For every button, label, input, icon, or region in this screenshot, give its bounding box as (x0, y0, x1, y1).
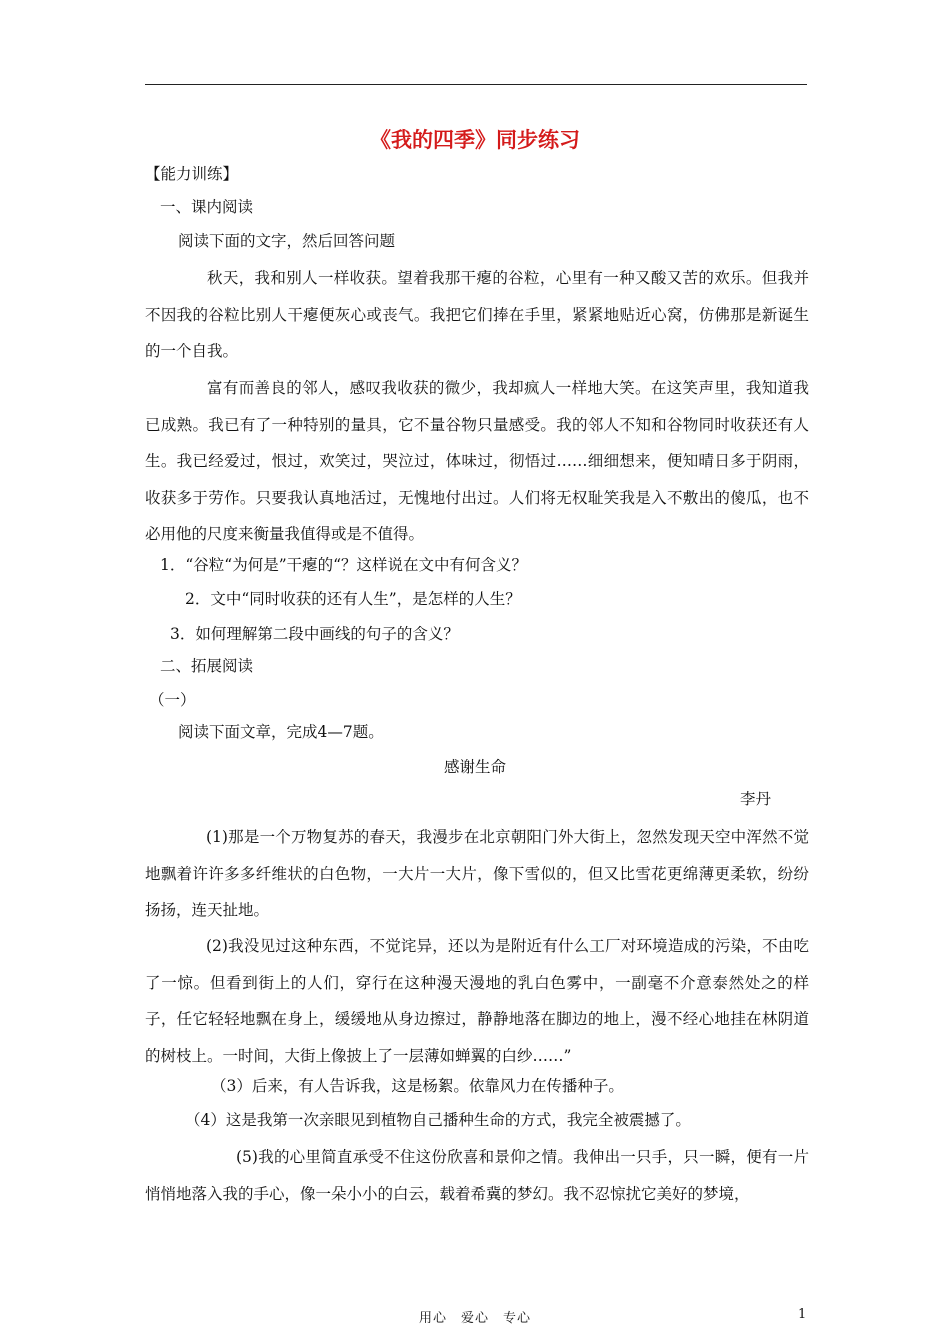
article-paragraph-3: （3）后来，有人告诉我，这是杨絮。依靠风力在传播种子。 (211, 1077, 624, 1095)
part1-heading: 一、课内阅读 (160, 198, 254, 216)
part2-instruction: 阅读下面文章，完成4—7题。 (178, 723, 384, 741)
part1-paragraph-2: 富有而善良的邻人，感叹我收获的微少，我却疯人一样地大笑。在这笑声里，我知道我已成熟。我已有了一种特别的量具，它不量谷物只量感受。我的邻人不知和谷物同时收获还有人生。我已经爱过，恨过，欢笑过，哭泣过，体味过，彻悟过……细细想来，便知晴日多于阴雨，收获多于劳作。只要我认真地活过，无愧地付出过。人们将无权耻笑我是入不敷出的傻瓜，也不必用他的尺度来衡量我值得或是不值得。 (145, 379, 809, 543)
question-2: 2．文中“同时收获的还有人生”，是怎样的人生？ (185, 590, 521, 608)
article-paragraph-1: (1)那是一个万物复苏的春天，我漫步在北京朝阳门外大街上，忽然发现天空中浑然不觉地飘着许许多多纤维状的白色物，一大片一大片，像下雪似的，但又比雪花更绵薄更柔软，纷纷扬扬，连天扯地。 (145, 828, 809, 919)
part2-heading: 二、拓展阅读 (160, 657, 254, 675)
part2-subheading: （一） (149, 691, 196, 709)
document-title: 《我的四季》同步练习 (370, 128, 580, 152)
part1-instruction: 阅读下面的文字，然后回答问题 (178, 232, 396, 250)
page-footer: 用心 爱心 专心 (418, 1311, 531, 1326)
page-number: 1 (798, 1307, 807, 1322)
article-paragraph-4: （4）这是我第一次亲眼见到植物自己播种生命的方式，我完全被震撼了。 (185, 1111, 691, 1129)
question-1: 1．“谷粒“为何是”干瘪的“？这样说在文中有何含义？ (160, 556, 528, 574)
article-paragraph-2: (2)我没见过这种东西，不觉诧异，还以为是附近有什么工厂对环境造成的污染，不由吃了一惊。但看到街上的人们，穿行在这种漫天漫地的乳白色雾中，一副毫不介意泰然处之的样子，任它轻轻地飘在身上，缓缓地从身边擦过，静静地落在脚边的地上，漫不经心地挂在林阴道的树枝上。一时间，大街上像披上了一层薄如蝉翼的白纱……” (145, 937, 809, 1065)
article-author: 李丹 (740, 790, 772, 808)
article-paragraph-5: (5)我的心里简直承受不住这份欣喜和景仰之情。我伸出一只手，只一瞬，便有一片悄悄地落入我的手心，像一朵小小的白云，载着希冀的梦幻。我不忍惊扰它美好的梦境， (145, 1148, 809, 1203)
question-3: 3．如何理解第二段中画线的句子的含义？ (170, 625, 459, 643)
part1-paragraph-1: 秋天，我和别人一样收获。望着我那干瘪的谷粒，心里有一种又酸又苦的欢乐。但我并不因我的谷粒比别人干瘪便灰心或丧气。我把它们捧在手里，紧紧地贴近心窝，仿佛那是新诞生的一个自我。 (145, 269, 809, 360)
section-header: 【能力训练】 (145, 165, 239, 183)
header-rule (145, 84, 807, 85)
article-title: 感谢生命 (443, 758, 506, 776)
